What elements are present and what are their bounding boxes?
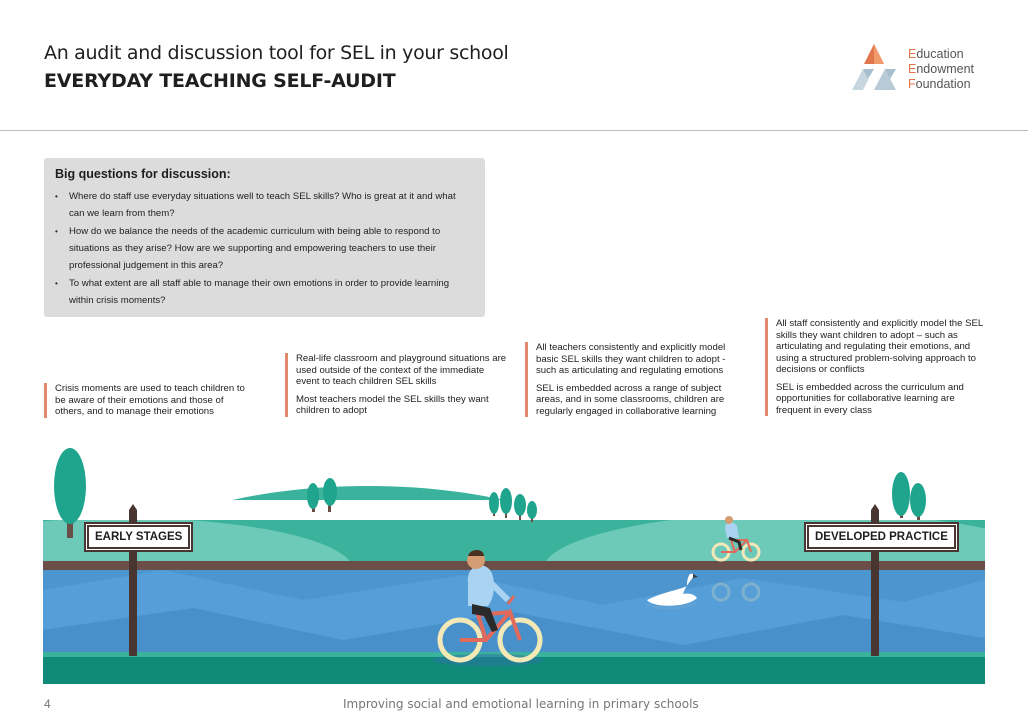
discussion-list — [55, 188, 473, 309]
stage-4-description — [765, 318, 983, 416]
list-item: • Where do staff use everyday situations well to teach SEL skills? Who is great at it and what can we learn from them? — [55, 188, 473, 222]
discussion-questions-box — [44, 158, 485, 317]
stage-text: Real-life classroom and playground situations are used outside of the context of the immediate event to teach children SEL skills — [296, 353, 507, 387]
list-item: • How do we balance the needs of the academic curriculum with being able to respond to situations as they arise? How are we supporting and empowering teachers to use their professional judgement in this area? — [55, 223, 473, 274]
fence-rail — [43, 561, 985, 570]
eef-logo-icon — [850, 42, 910, 94]
page-number: 4 — [44, 697, 51, 711]
header-divider — [0, 130, 1028, 131]
stage-text: SEL is embedded across the curriculum and opportunities for collaborative learning are frequent in every class — [776, 381, 964, 416]
logo-wordmark: Education Endowment Foundation — [908, 47, 975, 91]
discussion-heading: Big questions for discussion: — [55, 167, 231, 181]
stage-text: SEL is embedded across a range of subject areas, and in some classrooms, children are regularly engaged in collaborative learning — [536, 382, 725, 417]
early-stages-sign: EARLY STAGES — [87, 525, 190, 549]
footer-title: Improving social and emotional learning in primary schools — [343, 697, 699, 711]
stage-text: All teachers consistently and explicitly model basic SEL skills they want children to adopt - such as articulating and regulating emotions — [536, 342, 726, 376]
page-subtitle: An audit and discussion tool for SEL in your school — [44, 42, 509, 64]
river-landscape-illustration — [43, 440, 985, 684]
developed-practice-sign: DEVELOPED PRACTICE — [807, 525, 956, 549]
stage-text: Most teachers model the SEL skills they want children to adopt — [296, 393, 489, 416]
list-item: • To what extent are all staff able to manage their own emotions in order to provide learning within crisis moments? — [55, 275, 473, 309]
page-title: EVERYDAY TEACHING SELF-AUDIT — [44, 70, 396, 92]
stage-3-description — [525, 342, 747, 417]
stage-text: All staff consistently and explicitly model the SEL skills they want children to adopt – such as articulating and regulating their emotions, and using a structured problem-solving approach to decisions or conflicts — [776, 318, 983, 375]
stage-text: Crisis moments are used to teach children to be aware of their emotions and those of others, and to manage their emotions — [55, 383, 245, 417]
stage-1-description — [44, 383, 249, 418]
stage-2-description — [285, 353, 507, 417]
